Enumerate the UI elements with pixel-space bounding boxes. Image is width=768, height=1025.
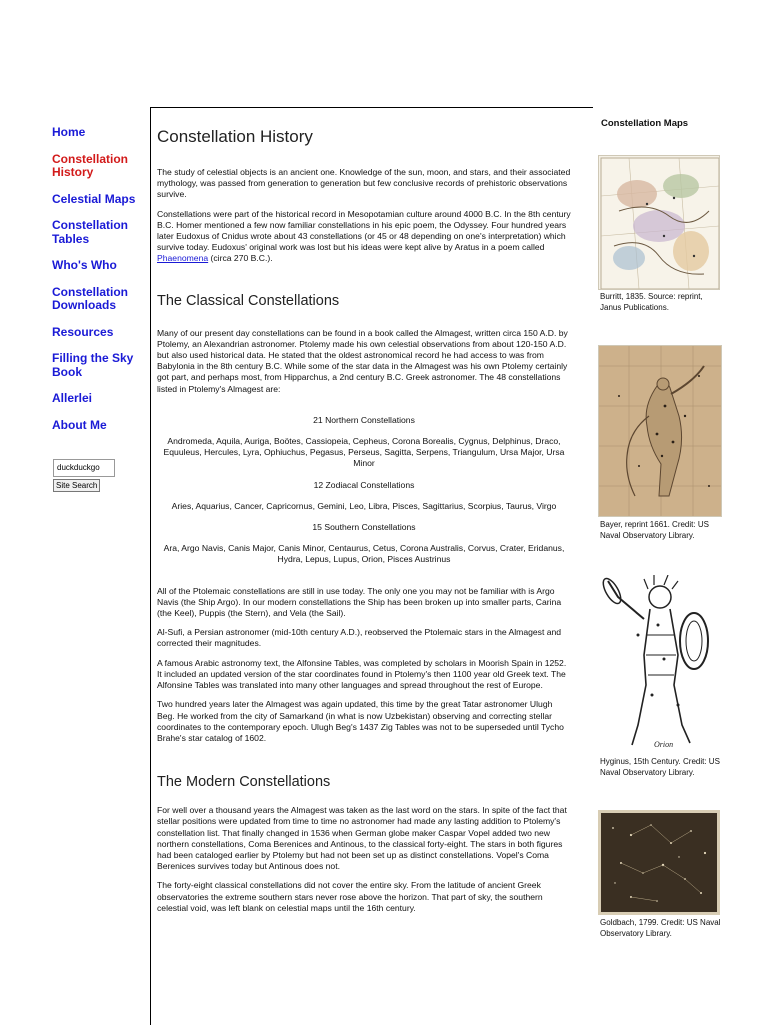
burritt-map-drawing: [599, 156, 720, 290]
goldbach-map-image[interactable]: [598, 810, 720, 915]
hyginus-caption: Hyginus, 15th Century. Credit: US Naval Observatory Library.: [600, 757, 720, 777]
goldbach-caption: Goldbach, 1799. Credit: US Naval Observatory Library.: [600, 918, 721, 938]
search-input[interactable]: [53, 459, 115, 477]
hyginus-woodcut-image[interactable]: [598, 575, 720, 755]
bayer-map-drawing: [599, 346, 722, 517]
aside-title: Constellation Maps: [601, 118, 689, 129]
section-heading-modern: The Modern Constellations: [157, 774, 331, 791]
phaenomena-link[interactable]: Phaenomena: [157, 253, 209, 264]
nav-home[interactable]: Home: [52, 125, 86, 139]
intro-text-end: (circa 270 B.C.).: [208, 253, 273, 264]
classical-paragraph-5: Two hundred years later the Almagest was again updated, this time by the great Tatar astronomer Ulugh Beg. He worked from the city of Samarkand (in what is now Uzbekistan) observing and correcting stellar coordinates to the contemporary epoch. Ulugh Beg's 1437 Zig Tables was not to be superseded until Tycho Brahe's star catalog of 1602.: [157, 699, 564, 743]
classical-paragraph-2: All of the Ptolemaic constellations are still in use today. The only one you may not be familiar with is Argo Navis (the Ship Argo). In our modern constellations the Ship has been broken up into smaller parts, Carina (the Keel), Puppis (the Stern), and Vela (the Sail).: [157, 585, 562, 619]
bayer-map-image[interactable]: [598, 345, 722, 517]
main-content: [150, 107, 593, 1025]
nav-whos-who[interactable]: Who's Who: [52, 258, 117, 272]
nav-constellation-tables[interactable]: Constellation Tables: [52, 218, 129, 246]
hyginus-woodcut-drawing: [598, 575, 720, 755]
classical-paragraph-3: Al-Sufi, a Persian astronomer (mid-10th century A.D.), reobserved the Ptolemaic stars in the Almagest and corrected their magnitudes.: [157, 627, 562, 649]
northern-heading: 21 Northern Constellations: [313, 414, 415, 425]
nav-about-me[interactable]: About Me: [52, 417, 107, 432]
southern-list: Ara, Argo Navis, Canis Major, Canis Minor, Centaurus, Cetus, Corona Australis, Corvus, Crater, Eridanus, Hydra, Lepus, Lupus, Orion, Pisces Austrinus: [163, 543, 565, 565]
page-title: Constellation History: [157, 127, 313, 146]
site-search-button[interactable]: Site Search: [53, 479, 100, 492]
classical-paragraph-4: A famous Arabic astronomy text, the Alfonsine Tables, was completed by scholars in Moorish Spain in 1252. It included an updated version of the star coordinates found in Ptolemy's then 1100 year old Greek text. The Alfonsine Tables was translated into many other languages and spread throughout the rest of Europe.: [157, 657, 567, 691]
site-search: [53, 457, 115, 492]
burritt-map-image[interactable]: [598, 155, 720, 290]
nav-celestial-maps[interactable]: Celestial Maps: [52, 191, 136, 206]
modern-paragraph-2: The forty-eight classical constellations did not cover the entire sky. From the latitude of ancient Greek observatories the extreme southern stars never rose above the horizon. That part of sky, the southern celestial void, was left blank on celestial maps until the 16th century.: [157, 880, 543, 913]
southern-heading: 15 Southern Constellations: [312, 522, 416, 533]
modern-paragraph: For well over a thousand years the Almagest was taken as the last word on the stars. In spite of the fact that stellar positions were updated from time to time no astronomer had made any lasting addition to Ptolemy's constellation list. That finally changed in 1536 when German globe maker Caspar Vopel added two new northern constellations, Coma Berenices and Antinous, to the classical forty-eight. The stars in both figures had been cataloged earlier by Ptolemy but had not been set up as distinct constellations. Vopel's Coma Berenices survives today but Antinous does not.: [157, 805, 567, 872]
sidebar-nav: [52, 126, 142, 445]
intro-text: Constellations were part of the historical record in Mesopotamian culture around 4000 B.C. In the 8th century B.C. Homer mentioned a few now familiar constellations in his epic poem, the Odyssey. Four hundred years later Eudoxus of Cnidus wrote about 43 constellations (or 45 or 48 depending on one's interpretation) which survive today. Eudoxus' original work was lost but his ideas were kept alive by Aratus in a poem called: [157, 208, 571, 253]
nav-resources[interactable]: Resources: [52, 324, 114, 339]
intro-paragraph: The study of celestial objects is an ancient one. Knowledge of the sun, moon, and stars, and their associated mythology, was passed from generation to generation but few conclusive records of prehistoric observations survive.: [157, 167, 571, 200]
section-heading-classical: The Classical Constellations: [157, 292, 340, 309]
zodiacal-list: Aries, Aquarius, Cancer, Capricornus, Gemini, Leo, Libra, Pisces, Sagittarius, Scorpius, Taurus, Virgo: [171, 500, 557, 511]
burritt-caption: Burritt, 1835. Source: reprint, Janus Publications.: [600, 292, 703, 312]
constellation-maps-sidebar: [598, 118, 728, 129]
northern-list: Andromeda, Aquila, Auriga, Boötes, Cassiopeia, Cepheus, Corona Borealis, Cygnus, Delphinus, Draco, Equuleus, Hercules, Lyra, Ophiuchus, Pegasus, Perseus, Sagitta, Serpens, Triangulum, Ursa Major, Ursa Minor: [163, 436, 565, 469]
bayer-caption: Bayer, reprint 1661. Credit: US Naval Observatory Library.: [600, 520, 709, 540]
nav-filling-the-sky-book[interactable]: Filling the Sky Book: [52, 351, 134, 379]
intro-paragraph-2: [157, 209, 571, 265]
zodiacal-heading: 12 Zodiacal Constellations: [313, 479, 415, 490]
orion-label: Orion: [654, 740, 674, 749]
goldbach-map-drawing: [601, 813, 717, 912]
nav-allerlei[interactable]: Allerlei: [52, 391, 93, 405]
nav-constellation-downloads[interactable]: Constellation Downloads: [52, 284, 129, 312]
classical-paragraph: Many of our present day constellations can be found in a book called the Almagest, written circa 150 A.D. by Ptolemy, an Alexandrian astronomer. Ptolemy made his own celestial observations from about 120-150 A.D. but also used historical data. He stated that the oldest astronomical record he had access to was from Babylonia in the 8th century B.C. While some of the star data in the Almagest was his own Ptolemy certainly got part, and perhaps most, from Hipparchus, a 2nd century B.C. Greek astronomer. The 48 constellations listed in Ptolemy's Almagest are:: [157, 327, 568, 394]
nav-constellation-history[interactable]: Constellation History: [52, 151, 129, 179]
